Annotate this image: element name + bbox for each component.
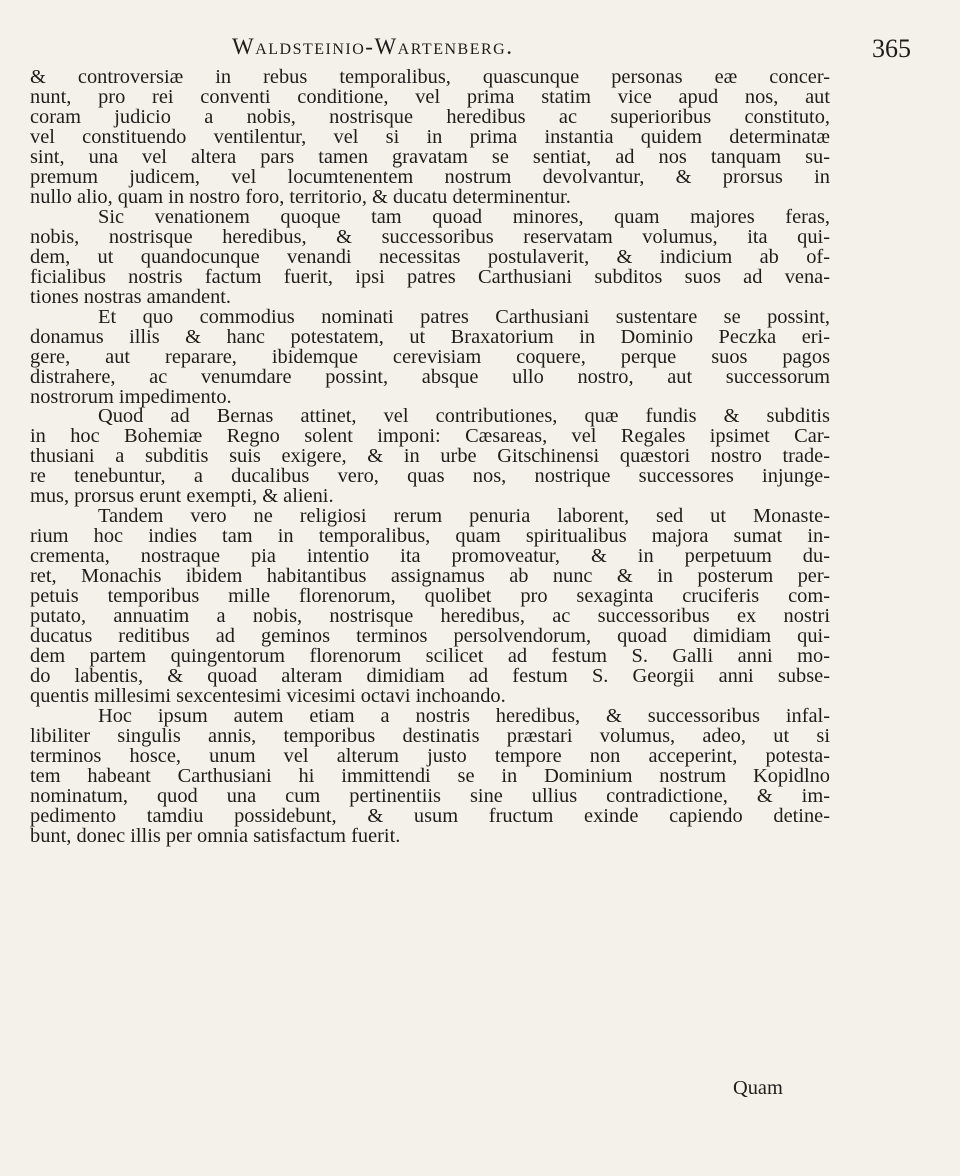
text-line: gere, aut reparare, ibidemque cerevisiam coquere, perque suos pagos (30, 345, 830, 368)
text-line: crementa, nostraque pia intentio ita promoveatur, & in perpetuum du- (30, 545, 830, 568)
paragraph-first-line: Tandem vero ne religiosi rerum penuria laborent, sed ut Monaste- (98, 505, 830, 528)
text-line: ret, Monachis ibidem habitantibus assignamus ab nunc & in posterum per- (30, 565, 830, 588)
text-line: nunt, pro rei conventi conditione, vel prima statim vice apud nos, aut (30, 85, 830, 108)
text-line: thusiani a subditis suis exigere, & in urbe Gitschinensi quæstori nostro trade- (30, 445, 830, 468)
text-line: tem habeant Carthusiani hi immittendi se in Dominium nostrum Kopidlno (30, 764, 830, 787)
text-line: dem partem quingentorum florenorum scilicet ad festum S. Galli anni mo- (30, 645, 830, 668)
paragraph-first-line: Et quo commodius nominati patres Carthusiani sustentare se possint, (98, 305, 830, 328)
text-line: mus, prorsus erunt exempti, & alieni. (30, 485, 334, 508)
text-line: vel constituendo ventilentur, vel si in prima instantia quidem determinatæ (30, 125, 830, 148)
text-line: bunt, donec illis per omnia satisfactum fuerit. (30, 824, 401, 847)
text-line: tiones nostras amandent. (30, 285, 232, 308)
text-line: putato, annuatim a nobis, nostrisque heredibus, ac successoribus ex nostri (30, 605, 830, 628)
running-head: Waldsteinio-Wartenberg. (232, 34, 514, 59)
text-line: sint, una vel altera pars tamen gravatam se sentiat, ad nos tanquam su- (30, 145, 830, 168)
text-line: terminos hosce, unum vel alterum justo tempore non acceperint, potesta- (30, 744, 830, 767)
text-line: ducatus reditibus ad geminos terminos persolvendorum, quoad dimidiam qui- (30, 625, 830, 648)
text-line: coram judicio a nobis, nostrisque heredibus ac superioribus constituto, (30, 105, 830, 128)
paragraph-first-line: Hoc ipsum autem etiam a nostris heredibus, & successoribus infal- (98, 705, 830, 727)
text-line: do labentis, & quoad alteram dimidiam ad festum S. Georgii anni subse- (30, 665, 830, 688)
text-line: premum judicem, vel locumtenentem nostrum devolvantur, & prorsus in (30, 165, 830, 188)
text-line: rium hoc indies tam in temporalibus, quam spiritualibus majora sumat in- (30, 525, 830, 548)
body-text (30, 68, 830, 847)
text-line: pedimento tamdiu possidebunt, & usum fructum exinde capiendo detine- (30, 804, 830, 827)
text-line: in hoc Bohemiæ Regno solent imponi: Cæsareas, vel Regales ipsimet Car- (30, 425, 830, 448)
text-line: & controversiæ in rebus temporalibus, quascunque personas eæ concer- (30, 66, 830, 88)
text-line: libiliter singulis annis, temporibus destinatis præstari volumus, adeo, ut si (30, 724, 830, 747)
text-line: distrahere, ac venumdare possint, absque ullo nostro, aut successorum (30, 365, 830, 388)
text-line: donamus illis & hanc potestatem, ut Braxatorium in Dominio Peczka eri- (30, 325, 830, 348)
paragraph-first-line: Sic venationem quoque tam quoad minores, quam majores feras, (98, 205, 830, 228)
text-line: nominatum, quod una cum pertinentiis sine ullius contradictione, & im- (30, 784, 830, 807)
text-line: quentis millesimi sexcentesimi vicesimi octavi inchoando. (30, 685, 506, 708)
catchword: Quam (733, 1077, 783, 1099)
text-line: re tenebuntur, a ducalibus vero, quas nos, nostrique successores injunge- (30, 465, 830, 488)
page-header (0, 26, 960, 66)
text-line: ficialibus nostris factum fuerit, ipsi patres Carthusiani subditos suos ad vena- (30, 265, 830, 288)
text-line: nostrorum impedimento. (30, 385, 232, 408)
page-number: 365 (872, 34, 911, 63)
text-line: nobis, nostrisque heredibus, & successoribus reservatam volumus, ita qui- (30, 225, 830, 248)
paragraph-first-line: Quod ad Bernas attinet, vel contributiones, quæ fundis & subditis (98, 405, 830, 428)
text-line: dem, ut quandocunque venandi necessitas postulaverit, & indicium ab of- (30, 245, 830, 268)
text-line: nullo alio, quam in nostro foro, territorio, & ducatu determinentur. (30, 185, 571, 208)
text-line: petuis temporibus mille florenorum, quolibet pro sexaginta cruciferis com- (30, 585, 830, 608)
